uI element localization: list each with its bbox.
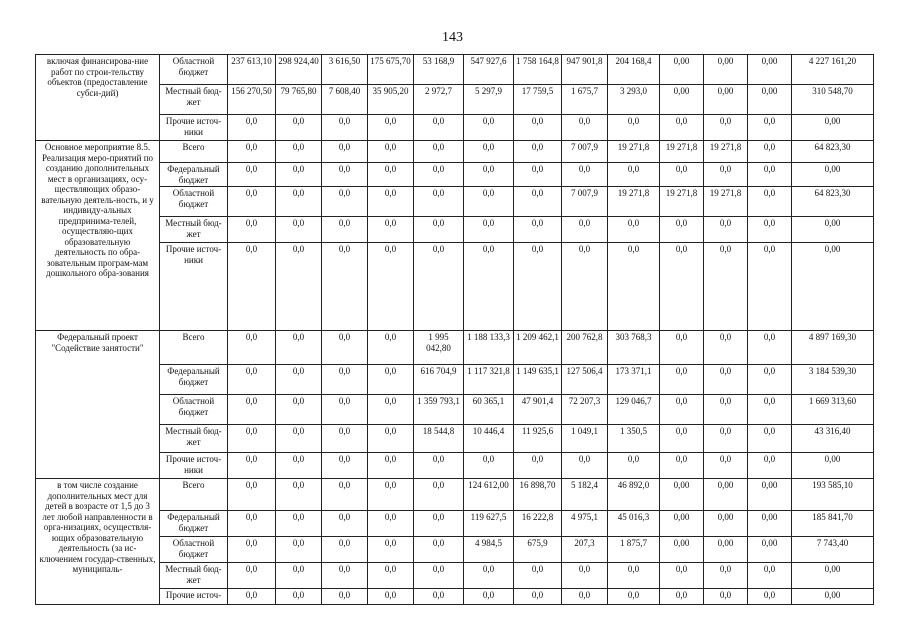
total-value-cell: 0,00 [792, 243, 874, 331]
value-cell: 16 898,70 [514, 479, 562, 511]
total-value-cell: 4 897 169,30 [792, 331, 874, 365]
value-cell: 0,0 [748, 141, 792, 163]
value-cell: 0,0 [562, 453, 608, 479]
value-cell: 17 759,5 [514, 85, 562, 115]
value-cell: 0,0 [660, 453, 704, 479]
value-cell: 10 446,4 [464, 425, 514, 453]
value-cell: 616 704,9 [414, 365, 464, 395]
value-cell: 0,0 [748, 453, 792, 479]
activity-description: Федеральный проект "Содействие занятости" [36, 331, 160, 479]
value-cell: 0,0 [748, 331, 792, 365]
value-cell: 0,0 [228, 563, 276, 589]
funding-source: Прочие источ-ники [160, 453, 228, 479]
value-cell: 0,0 [322, 563, 368, 589]
value-cell: 0,0 [704, 217, 748, 243]
value-cell: 0,00 [704, 479, 748, 511]
value-cell: 0,0 [228, 243, 276, 331]
value-cell: 0,0 [748, 115, 792, 141]
value-cell: 35 905,20 [368, 85, 414, 115]
value-cell: 0,0 [228, 187, 276, 217]
funding-source: Местный бюд-жет [160, 85, 228, 115]
value-cell: 0,0 [464, 163, 514, 187]
value-cell: 3 616,50 [322, 55, 368, 85]
value-cell: 0,0 [228, 479, 276, 511]
value-cell: 0,0 [704, 563, 748, 589]
value-cell: 0,00 [660, 537, 704, 563]
value-cell: 0,00 [748, 537, 792, 563]
table-row [36, 187, 874, 217]
value-cell: 0,0 [464, 141, 514, 163]
value-cell: 0,0 [414, 163, 464, 187]
value-cell: 0,00 [748, 511, 792, 537]
value-cell: 1 758 164,8 [514, 55, 562, 85]
value-cell: 0,0 [748, 187, 792, 217]
value-cell: 1 188 133,3 [464, 331, 514, 365]
value-cell: 0,0 [464, 115, 514, 141]
value-cell: 0,0 [608, 163, 660, 187]
value-cell: 0,0 [748, 243, 792, 331]
value-cell: 303 768,3 [608, 331, 660, 365]
value-cell: 0,0 [228, 589, 276, 605]
value-cell: 0,0 [660, 395, 704, 425]
value-cell: 19 271,8 [660, 141, 704, 163]
funding-source: Всего [160, 331, 228, 365]
value-cell: 1 359 793,1 [414, 395, 464, 425]
value-cell: 0,0 [414, 243, 464, 331]
value-cell: 47 901,4 [514, 395, 562, 425]
value-cell: 0,0 [608, 453, 660, 479]
value-cell: 0,0 [368, 331, 414, 365]
value-cell: 0,0 [414, 511, 464, 537]
value-cell: 0,0 [748, 163, 792, 187]
value-cell: 0,0 [228, 141, 276, 163]
value-cell: 19 271,8 [704, 141, 748, 163]
value-cell: 19 271,8 [704, 187, 748, 217]
value-cell: 0,0 [368, 479, 414, 511]
value-cell: 173 371,1 [608, 365, 660, 395]
value-cell: 0,0 [368, 243, 414, 331]
value-cell: 0,0 [276, 217, 322, 243]
value-cell: 0,0 [228, 163, 276, 187]
value-cell: 60 365,1 [464, 395, 514, 425]
value-cell: 0,0 [414, 115, 464, 141]
value-cell: 200 762,8 [562, 331, 608, 365]
value-cell: 4 984,5 [464, 537, 514, 563]
value-cell: 0,0 [322, 331, 368, 365]
value-cell: 0,0 [464, 187, 514, 217]
value-cell: 1 117 321,8 [464, 365, 514, 395]
value-cell: 0,0 [748, 217, 792, 243]
funding-source: Областной бюджет [160, 187, 228, 217]
value-cell: 0,0 [276, 243, 322, 331]
value-cell: 0,0 [608, 115, 660, 141]
funding-source: Местный бюд-жет [160, 217, 228, 243]
value-cell: 4 975,1 [562, 511, 608, 537]
value-cell: 0,0 [514, 563, 562, 589]
total-value-cell: 3 184 539,30 [792, 365, 874, 395]
value-cell: 0,0 [368, 511, 414, 537]
value-cell: 0,00 [748, 85, 792, 115]
value-cell: 0,0 [514, 163, 562, 187]
value-cell: 0,0 [276, 365, 322, 395]
value-cell: 175 675,70 [368, 55, 414, 85]
value-cell: 0,0 [228, 425, 276, 453]
value-cell: 72 207,3 [562, 395, 608, 425]
value-cell: 0,0 [562, 589, 608, 605]
value-cell: 0,0 [368, 163, 414, 187]
value-cell: 7 007,9 [562, 187, 608, 217]
value-cell: 0,0 [562, 163, 608, 187]
value-cell: 0,00 [704, 55, 748, 85]
value-cell: 0,0 [322, 365, 368, 395]
activity-description: Основное мероприятие 8.5. Реализация меро-приятий по созданию дополнительных мест в организациях, осу-ществляющих образо-вательную деятель-ность, и у индивиду-альных предпринима-телей, осуществляю-щих образовательную деятельность по обра-зовательным програм-мам дошкольного обра-зования [36, 141, 160, 331]
value-cell: 547 927,6 [464, 55, 514, 85]
value-cell: 0,0 [514, 453, 562, 479]
value-cell: 237 613,10 [228, 55, 276, 85]
total-value-cell: 0,00 [792, 563, 874, 589]
funding-source: Местный бюд-жет [160, 563, 228, 589]
value-cell: 0,0 [660, 243, 704, 331]
total-value-cell: 0,00 [792, 589, 874, 605]
value-cell: 0,00 [704, 511, 748, 537]
value-cell: 0,00 [748, 479, 792, 511]
value-cell: 0,0 [464, 589, 514, 605]
activity-description: включая финансирова-ние работ по строи-тельству объектов (предоставление субси-дий) [36, 55, 160, 141]
value-cell: 0,0 [514, 141, 562, 163]
value-cell: 0,0 [704, 365, 748, 395]
total-value-cell: 4 227 161,20 [792, 55, 874, 85]
value-cell: 79 765,80 [276, 85, 322, 115]
value-cell: 0,00 [660, 85, 704, 115]
funding-source: Прочие источ-ники [160, 243, 228, 331]
value-cell: 0,0 [322, 243, 368, 331]
value-cell: 0,0 [562, 563, 608, 589]
table-row [36, 331, 874, 365]
value-cell: 1 049,1 [562, 425, 608, 453]
value-cell: 947 901,8 [562, 55, 608, 85]
table-body [36, 55, 874, 605]
table-row [36, 395, 874, 425]
table-row [36, 55, 874, 85]
value-cell: 46 892,0 [608, 479, 660, 511]
value-cell: 1 209 462,1 [514, 331, 562, 365]
value-cell: 45 016,3 [608, 511, 660, 537]
table-row [36, 217, 874, 243]
value-cell: 0,0 [276, 563, 322, 589]
value-cell: 0,0 [228, 217, 276, 243]
value-cell: 0,0 [748, 395, 792, 425]
value-cell: 0,0 [368, 425, 414, 453]
value-cell: 207,3 [562, 537, 608, 563]
value-cell: 0,0 [608, 563, 660, 589]
value-cell: 0,0 [464, 453, 514, 479]
value-cell: 0,0 [322, 217, 368, 243]
total-value-cell: 193 585,10 [792, 479, 874, 511]
value-cell: 0,0 [322, 187, 368, 217]
value-cell: 0,0 [414, 589, 464, 605]
value-cell: 0,0 [368, 537, 414, 563]
value-cell: 0,0 [748, 425, 792, 453]
total-value-cell: 7 743,40 [792, 537, 874, 563]
value-cell: 0,0 [322, 395, 368, 425]
value-cell: 19 271,8 [608, 141, 660, 163]
value-cell: 0,0 [322, 163, 368, 187]
value-cell: 0,0 [276, 511, 322, 537]
value-cell: 129 046,7 [608, 395, 660, 425]
value-cell: 0,0 [464, 563, 514, 589]
value-cell: 0,0 [608, 243, 660, 331]
table-row [36, 589, 874, 605]
value-cell: 0,0 [276, 479, 322, 511]
value-cell: 0,0 [368, 395, 414, 425]
value-cell: 0,0 [322, 453, 368, 479]
funding-source: Федеральный бюджет [160, 365, 228, 395]
table-row [36, 537, 874, 563]
value-cell: 0,0 [414, 187, 464, 217]
value-cell: 0,0 [608, 589, 660, 605]
total-value-cell: 0,00 [792, 453, 874, 479]
total-value-cell: 0,00 [792, 217, 874, 243]
value-cell: 18 544,8 [414, 425, 464, 453]
value-cell: 0,0 [276, 537, 322, 563]
value-cell: 0,0 [704, 331, 748, 365]
value-cell: 0,0 [704, 425, 748, 453]
total-value-cell: 0,00 [792, 115, 874, 141]
total-value-cell: 64 823,30 [792, 141, 874, 163]
total-value-cell: 310 548,70 [792, 85, 874, 115]
table-row [36, 115, 874, 141]
value-cell: 0,0 [660, 217, 704, 243]
value-cell: 0,0 [514, 589, 562, 605]
table-row [36, 425, 874, 453]
value-cell: 0,0 [414, 479, 464, 511]
funding-source: Федеральный бюджет [160, 163, 228, 187]
value-cell: 0,0 [514, 115, 562, 141]
value-cell: 0,0 [414, 217, 464, 243]
table-row [36, 243, 874, 331]
value-cell: 0,0 [228, 395, 276, 425]
value-cell: 53 168,9 [414, 55, 464, 85]
value-cell: 0,0 [322, 589, 368, 605]
table-row [36, 365, 874, 395]
value-cell: 0,0 [228, 453, 276, 479]
value-cell: 0,0 [322, 115, 368, 141]
value-cell: 0,00 [748, 55, 792, 85]
value-cell: 0,0 [414, 563, 464, 589]
value-cell: 0,00 [660, 55, 704, 85]
value-cell: 5 182,4 [562, 479, 608, 511]
value-cell: 0,00 [660, 511, 704, 537]
total-value-cell: 0,00 [792, 163, 874, 187]
value-cell: 0,0 [562, 115, 608, 141]
funding-source: Всего [160, 141, 228, 163]
value-cell: 0,0 [368, 187, 414, 217]
value-cell: 7 608,40 [322, 85, 368, 115]
value-cell: 0,0 [368, 141, 414, 163]
value-cell: 0,0 [748, 589, 792, 605]
budget-table [35, 54, 874, 605]
value-cell: 0,0 [562, 217, 608, 243]
total-value-cell: 1 669 313,60 [792, 395, 874, 425]
activity-description: в том числе создание дополнительных мест для детей в возрасте от 1,5 до 3 лет любой направленности в орга-низациях, осуществля-ющих образовательную деятельность (за ис-ключением государ-ственных, муниципаль- [36, 479, 160, 605]
value-cell: 0,0 [514, 243, 562, 331]
value-cell: 0,0 [228, 331, 276, 365]
value-cell: 0,0 [368, 589, 414, 605]
value-cell: 3 293,0 [608, 85, 660, 115]
value-cell: 0,0 [368, 563, 414, 589]
value-cell: 7 007,9 [562, 141, 608, 163]
funding-source: Прочие источ-ники [160, 115, 228, 141]
value-cell: 0,0 [660, 163, 704, 187]
value-cell: 0,0 [228, 115, 276, 141]
value-cell: 0,0 [368, 365, 414, 395]
value-cell: 0,0 [608, 217, 660, 243]
value-cell: 0,0 [368, 453, 414, 479]
value-cell: 0,0 [748, 563, 792, 589]
value-cell: 0,0 [368, 115, 414, 141]
table-row [36, 479, 874, 511]
total-value-cell: 43 316,40 [792, 425, 874, 453]
value-cell: 0,00 [660, 479, 704, 511]
value-cell: 0,0 [704, 589, 748, 605]
value-cell: 0,0 [276, 395, 322, 425]
page-number: 143 [442, 30, 463, 45]
value-cell: 0,0 [562, 243, 608, 331]
value-cell: 298 924,40 [276, 55, 322, 85]
value-cell: 1 149 635,1 [514, 365, 562, 395]
value-cell: 0,0 [276, 163, 322, 187]
value-cell: 119 627,5 [464, 511, 514, 537]
value-cell: 0,0 [228, 511, 276, 537]
value-cell: 0,0 [704, 115, 748, 141]
value-cell: 0,0 [414, 453, 464, 479]
table-row [36, 163, 874, 187]
value-cell: 127 506,4 [562, 365, 608, 395]
table-row [36, 563, 874, 589]
value-cell: 0,0 [704, 395, 748, 425]
value-cell: 0,0 [514, 217, 562, 243]
table-row [36, 141, 874, 163]
value-cell: 124 612,00 [464, 479, 514, 511]
value-cell: 0,0 [414, 537, 464, 563]
value-cell: 19 271,8 [608, 187, 660, 217]
funding-source: Местный бюд-жет [160, 425, 228, 453]
value-cell: 0,0 [322, 141, 368, 163]
value-cell: 0,0 [660, 425, 704, 453]
value-cell: 0,0 [704, 453, 748, 479]
value-cell: 19 271,8 [660, 187, 704, 217]
value-cell: 0,0 [276, 141, 322, 163]
value-cell: 0,0 [322, 511, 368, 537]
value-cell: 156 270,50 [228, 85, 276, 115]
value-cell: 0,0 [322, 425, 368, 453]
value-cell: 5 297,9 [464, 85, 514, 115]
funding-source: Областной бюджет [160, 537, 228, 563]
funding-source: Областной бюджет [160, 55, 228, 85]
value-cell: 204 168,4 [608, 55, 660, 85]
value-cell: 0,0 [276, 115, 322, 141]
value-cell: 0,0 [660, 115, 704, 141]
value-cell: 0,0 [704, 243, 748, 331]
value-cell: 0,0 [228, 537, 276, 563]
value-cell: 0,0 [228, 365, 276, 395]
value-cell: 1 875,7 [608, 537, 660, 563]
value-cell: 0,0 [660, 563, 704, 589]
funding-source: Областной бюджет [160, 395, 228, 425]
value-cell: 675,9 [514, 537, 562, 563]
value-cell: 0,0 [322, 537, 368, 563]
value-cell: 1 995 042,80 [414, 331, 464, 365]
table-row [36, 453, 874, 479]
value-cell: 0,0 [464, 217, 514, 243]
value-cell: 0,0 [660, 589, 704, 605]
value-cell: 1 350,5 [608, 425, 660, 453]
value-cell: 1 675,7 [562, 85, 608, 115]
total-value-cell: 64 823,30 [792, 187, 874, 217]
value-cell: 0,0 [276, 589, 322, 605]
value-cell: 0,00 [704, 85, 748, 115]
value-cell: 0,0 [748, 365, 792, 395]
value-cell: 0,0 [514, 187, 562, 217]
value-cell: 16 222,8 [514, 511, 562, 537]
value-cell: 0,0 [276, 331, 322, 365]
value-cell: 0,0 [368, 217, 414, 243]
table-row [36, 85, 874, 115]
value-cell: 0,0 [464, 243, 514, 331]
value-cell: 0,0 [276, 453, 322, 479]
value-cell: 0,0 [276, 187, 322, 217]
value-cell: 0,00 [704, 537, 748, 563]
value-cell: 0,0 [660, 365, 704, 395]
total-value-cell: 185 841,70 [792, 511, 874, 537]
value-cell: 2 972,7 [414, 85, 464, 115]
funding-source: Прочие источ- [160, 589, 228, 605]
value-cell: 0,0 [704, 163, 748, 187]
funding-source: Всего [160, 479, 228, 511]
value-cell: 11 925,6 [514, 425, 562, 453]
value-cell: 0,0 [660, 331, 704, 365]
funding-source: Федеральный бюджет [160, 511, 228, 537]
value-cell: 0,0 [414, 141, 464, 163]
value-cell: 0,0 [276, 425, 322, 453]
value-cell: 0,0 [322, 479, 368, 511]
table-row [36, 511, 874, 537]
